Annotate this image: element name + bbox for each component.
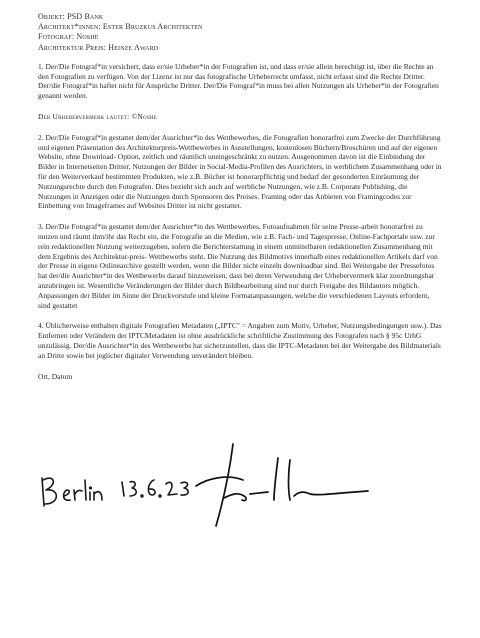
paragraph-3: 3. Der/Die Fotograf*in gestattet dem/der Ausrichter*in des Wettbewerbes, Fotoaufnahmen für seine Presse-arbeit honorarfrei zu nutzen und räumt ihm/ihr das Recht ein, die Fotografie an die Medien, wie z.B. Fach- und Tagespresse, Online-Fachportale usw. zur rein redaktionellen Nutzung weiterzugeben, sofern die Berichterstattung in einem unmittelbaren redaktionellen Zusammenhang mit dem Ergebnis des Architektur-preis- Wettbewerbs steht. Die Nutzung des Bildmotivs innerhalb eines redaktionellen Artikels darf von der Presse in eigene Onlinearchive gestellt werden, wenn die Bilder nicht einzeln downloadbar sind. Bei Weitergabe der Pressefotos hat der/die Ausrichter*in des Wettbewerbs darauf hinzuweisen, dass bei deren Verwendung der Urhebervermerk klar zuordnungsbar anzubringen ist. Wesentliche Veränderungen der Bilder durch Bildbearbeitung sind nur durch Freigabe des Bildautors möglich. Anpassungen der Bilder im Sinne der Druckvorstufe und kleine Formatanpassungen, welche die verschiedenen Layouts erfordern, sind gestattet (38, 222, 438, 310)
copyright-credit: Der Urhebervermerk lautet: ©Noshe (38, 112, 157, 121)
signature-block (38, 438, 418, 538)
paragraph-4: 4. Üblicherweise enthalten digitale Fotografien Metadaten („IPTC" = Angaben zum Motiv, Urheber, Nutzungsbedingungen usw.). Das Entfernen oder Verändern der IPTCMetadaten ist ohne ausdrückliche schriftliche Zustimmung des Fotografen nach § 95c UrhG unzulässig. Der/die Ausrichter*in des Wettbewerbs hat sicherzustellen, dass die IPTC-Metadaten bei der Weitergabe des Bildmaterials an Dritte sowie bei jeglicher digitaler Verwendung unverändert bleiben. (38, 321, 442, 360)
handwritten-signature (38, 438, 418, 538)
paragraph-2: 2. Der/Die Fotograf*in gestattet dem/der Ausrichter*in des Wettbewerbes, die Fotografien honorarfrei zum Zwecke der Durchführung und eigenen Präsentation des Architekturpreis-Wettbewerbes in Ausstellungen, kostenlosen Büchern/Broschüren und auf der eigenen Website, ohne Download- Option, zeitlich und räumlich uneingeschränkt zu nutzen. Ausgenommen davon ist die Einbindung der Bilder in Internetseiten Dritter, Nutzungen der Bilder in Social-Media-Profilen des Ausrichters, in werblichem Zusammenhang oder in für den Weiterverkauf bestimmten Produkten, wie z.B. Bücher ist honorarpflichtig und bedarf der gesonderten Einräumung der Nutzungsrechte durch den Fotografen. Dies bezieht sich auch auf werbliche Nutzungen, wie z.B. Corporate Publishing, die Nutzungen in Anzeigen oder die Nutzungen durch Sponsoren des Preises. Framing oder das Anbieten von Framingcodes zur Einbettung von Imageframes auf Websites Dritter ist nicht gestattet. (38, 132, 442, 211)
objekt-line: Objekt: PSD Bank (38, 12, 104, 21)
paragraph-1: 1. Der/Die Fotograf*in versichert, dass er/sie Urheber*in der Fotografien ist, und dass er/sie allein berechtigt ist, über die Rechte an den Fotografien zu verfügen. Von der Lizenz ist nur das fotografische Urheberrecht umfasst, nicht erfasst sind die Rechte Dritter. Der/die Fotograf*in haftet nicht für Ansprüche Dritter. Der/Die Fotograf*in muss bei allen Nutzungen als Urheber*in der Fotografien genannt werden. (38, 61, 439, 101)
signature-scribble (196, 444, 368, 526)
fotograf-line: Fotograf: Noshe (38, 32, 99, 42)
ort-datum-label: Ort, Datum (38, 371, 73, 381)
architekt-line: Architekt*innen: Ester Bruzkus Architekten (38, 22, 203, 32)
preis-line: Architektur Preis: Heinze Award (38, 42, 159, 52)
document-header (38, 12, 442, 53)
handwritten-place-date (42, 478, 188, 506)
